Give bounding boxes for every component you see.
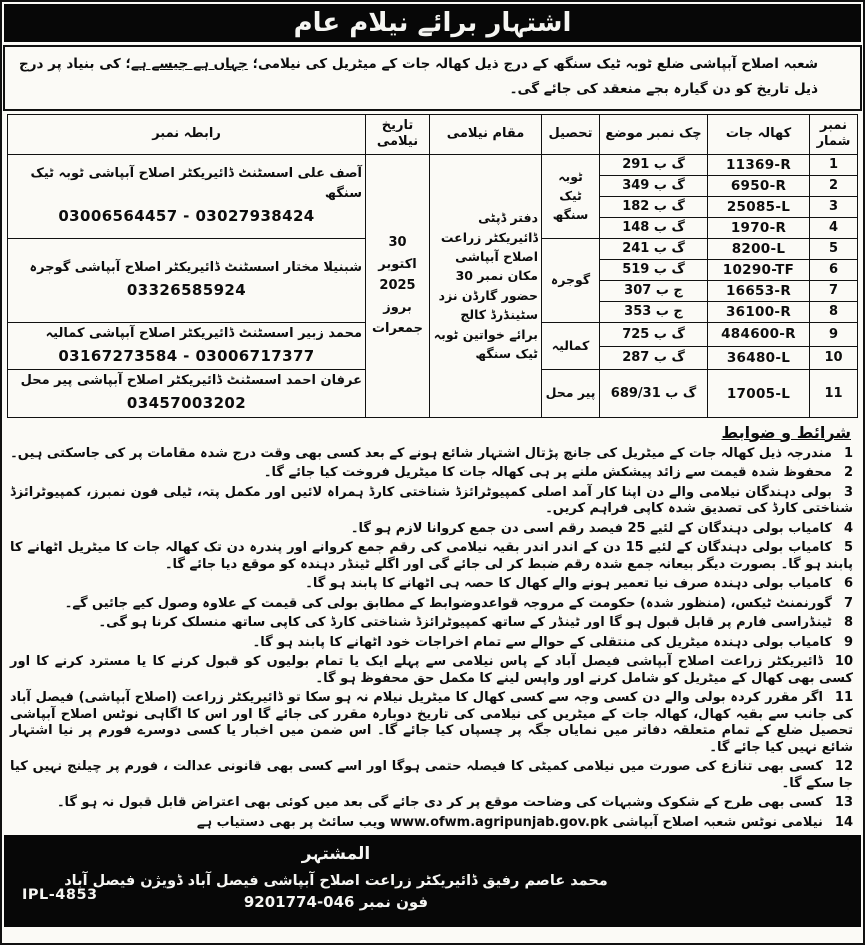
date-cell: 30 اکتوبر 2025 بروز جمعرات (366, 154, 430, 417)
tehsil-cell: گوجرہ (542, 238, 600, 322)
term-text: ڈائیریکٹر زراعت اصلاح آبپاشی فیصل آباد کے پاس نیلامی سے پہلے ایک یا تمام بولیوں کو قبول کرنے کا یا مسترد کرنے کا اور کسی بھی کھال کے میٹریل کو شامل کرنے اور واپس لینے کا مکمل حق محفوظ ہو گا۔ (10, 654, 853, 686)
term-item-1 (10, 446, 853, 463)
intro-paragraph (3, 45, 862, 111)
term-text: کسی بھی تنازع کی صورت میں نیلامی کمیٹی کا فیصلہ حتمی ہوگا اور اسے کسی بھی قانونی عدالت ، فورم پر چیلنج نہیں کیا جا سکے گا۔ (10, 759, 853, 791)
khala-cell: 17005-L (708, 370, 810, 417)
term-text: کامیاب بولی دہندہ صرف نیا تعمیر ہونے والے کھال کا حصہ ہی اٹھانے کا پابند ہو گا۔ (305, 576, 832, 592)
khala-cell: 36100-R (708, 301, 810, 322)
chak-cell: 353 ج ب (600, 301, 708, 322)
term-item-9 (10, 635, 853, 652)
header-venue: مقام نیلامی (430, 114, 542, 154)
contact-cell (8, 322, 366, 369)
term-number: 13 (834, 795, 853, 811)
term-item-8 (10, 615, 853, 632)
page-title: اشتہار برائے نیلام عام (293, 8, 572, 38)
serial-cell: 7 (810, 280, 858, 301)
term-number: 10 (834, 654, 853, 670)
header-chak: چک نمبر موضع (600, 114, 708, 154)
term-item-6 (10, 576, 853, 593)
term-number: 8 (843, 615, 853, 631)
terms-section (2, 418, 863, 832)
term-item-5 (10, 540, 853, 573)
contact-cell (8, 238, 366, 322)
contact-name: شبنیلا مختار اسسٹنٹ ڈائیریکٹر اصلاح آبپاشی گوجرہ (29, 260, 362, 276)
term-text: محفوظ شدہ قیمت سے زائد پیشکش ملنے پر ہی کھالہ جات کا میٹریل فروخت کیا جائے گا۔ (263, 465, 832, 481)
tehsil-cell: پیر محل (542, 370, 600, 417)
contact-cell (8, 154, 366, 238)
term-item-11 (10, 690, 853, 756)
intro-underlined-phrase: جہاں ہے جیسے ہے (130, 56, 248, 72)
chak-cell: 148 گ ب (600, 217, 708, 238)
table-header-row (8, 114, 858, 154)
page-title-banner (4, 4, 861, 42)
chak-cell: 519 گ ب (600, 259, 708, 280)
term-item-3 (10, 485, 853, 518)
serial-cell: 3 (810, 196, 858, 217)
serial-cell: 11 (810, 370, 858, 417)
term-item-12 (10, 759, 853, 792)
venue-cell: دفتر ڈپٹی ڈائیریکٹر زراعت اصلاح آبپاشی مکان نمبر 30 حضور گارڈن نزد سٹینڈرڈ کالج برائے خواتین ٹوبہ ٹیک سنگھ (430, 154, 542, 417)
term-text: کامیاب بولی دہندگان کے لئیے 25 فیصد رقم اسی دن جمع کروانا لازم ہو گا۔ (350, 520, 832, 536)
serial-cell: 9 (810, 322, 858, 346)
contact-phone: 03326585924 (126, 281, 247, 300)
term-text: مندرجہ ذیل کھالہ جات کے میٹریل کی جانچ پڑتال اشتہار شائع ہونے کے بعد کسی بھی وقت درج شدہ مقامات پر کی جاسکتی ہیں۔ (10, 445, 832, 461)
advertiser-label: المشتہر (301, 844, 371, 865)
serial-cell: 8 (810, 301, 858, 322)
advertiser-block (16, 843, 656, 911)
advertiser-name: محمد عاصم رفیق ڈائیریکٹر زراعت اصلاح آبپاشی فیصل آباد ڈویژن فیصل آباد (64, 873, 608, 890)
term-text: گورنمنٹ ٹیکس، (منظور شدہ) حکومت کے مروجہ قواعدوضوابط کے مطابق بولی کی قیمت کے علاوہ وصول کیے جائیں گے۔ (64, 595, 832, 611)
khala-cell: 16653-R (708, 280, 810, 301)
term-number: 1 (843, 445, 853, 461)
auction-table (7, 114, 858, 418)
term-number: 9 (843, 634, 853, 650)
tehsil-cell: ٹوبہ ٹیک سنگھ (542, 154, 600, 238)
term-number: 7 (843, 595, 853, 611)
contact-name: عرفان احمد اسسٹنٹ ڈائیریکٹر اصلاح آبپاشی پیر محل (20, 373, 362, 389)
contact-phone: 03027938424 - 03006564457 (58, 207, 315, 226)
term-number: 6 (843, 576, 853, 592)
term-text: اگر مقرر کردہ بولی والے دن کسی وجہ سے کسی کھال کا میٹریل نیلام نہ ہو سکا تو ڈائیریکٹر زراعت (اصلاح آبپاشی) فیصل آباد کی جانب سے بقیہ کھال، کھالہ جات کے میٹریں کی نیلامی کی تاریخ دوبارہ مقرر کی جائے گا اور اس کا اگاہی نوٹس اصلاح آبپاشی تحصیل ضلع کے تمام متعلقہ دفاتر میں نمایاں جگہ پر چسپاں کیا جائے گا۔ اس ضمن میں اخبار یا کسی دوسرے فورم پر نیا اشتہار شائع نہیں کیا جائے گا۔ (10, 690, 853, 755)
header-khala: کھالہ جات (708, 114, 810, 154)
chak-cell: 241 گ ب (600, 238, 708, 259)
term-number: 2 (843, 465, 853, 481)
khala-cell: 36480-L (708, 346, 810, 370)
chak-cell: 689/31 گ ب (600, 370, 708, 417)
term-number: 4 (843, 520, 853, 536)
term-text: کامیاب بولی دہندگان کے لئیے 15 دن کے اندر اندر بقیہ نیلامی کی رقم جمع کروانے اور پندرہ دن تک کھالہ جات کا میٹریل اٹھانے کا پابند ہو گا۔ بصورت دیگر بیعانہ جمع شدہ رقم ضبط کر لی جائے گی اور اگلے ٹینڈر دہندہ کو موقع دیا جائے گا۔ (10, 540, 853, 572)
khala-cell: 25085-L (708, 196, 810, 217)
contact-phone: 03006717377 - 03167273584 (58, 347, 315, 366)
term-number: 14 (834, 814, 853, 830)
header-serial: نمبر شمار (810, 114, 858, 154)
contact-name: محمد زبیر اسسٹنٹ ڈائیریکٹر اصلاح آبپاشی کمالیہ (45, 325, 362, 341)
contact-phone: 03457003202 (126, 394, 247, 413)
contact-name: آصف علی اسسٹنٹ ڈائیریکٹر اصلاح آبپاشی ٹوبہ ٹیک سنگھ (30, 166, 362, 202)
term-item-2 (10, 465, 853, 482)
term-text: کسی بھی طرح کے شکوک وشبہات کی وضاحت موقع پر کر دی جائے گی بعد میں کوئی بھی اعتراض قابل قبول نہ ہو گا۔ (56, 795, 823, 811)
intro-text-before: شعبہ اصلاح آبپاشی ضلع ٹوبہ ٹیک سنگھ کے درج ذیل کھالہ جات کے میٹریل کی نیلامی؛ (247, 56, 818, 72)
serial-cell: 6 (810, 259, 858, 280)
term-text: ٹینڈراسی فارم پر قابل قبول ہو گا اور ٹینڈر کے ساتھ کمپیوٹرائزڈ شناختی کارڈ کی کاپی ساتھ منسلک کرنا ہو گی۔ (98, 615, 832, 631)
khala-cell: 10290-TF (708, 259, 810, 280)
term-text: کامیاب بولی دہندہ میٹریل کی منتقلی کے حوالے سے تمام اخراجات خود اٹھانے کا پابند ہو گا۔ (252, 634, 832, 650)
khala-cell: 1970-R (708, 217, 810, 238)
term-text: بولی دہندگان نیلامی والے دن اپنا کار آمد اصلی کمپیوٹرائزڈ شناختی کارڈ ہمراہ لائیں اور مکمل پتہ، ٹیلی فون نمبرز، کمپیوٹرائزڈ شناختی کارڈ کی تصدیق شدہ کاپی فراہم کریں۔ (10, 484, 853, 517)
term-item-7 (10, 596, 853, 613)
table-row (8, 154, 858, 175)
serial-cell: 1 (810, 154, 858, 175)
term-number: 5 (843, 540, 854, 556)
term-item-14 (10, 815, 853, 832)
khala-cell: 8200-L (708, 238, 810, 259)
khala-cell: 11369-R (708, 154, 810, 175)
terms-heading: شرائط و ضوابط (721, 422, 851, 442)
advertiser-footer (4, 835, 861, 927)
header-date: تاریخ نیلامی (366, 114, 430, 154)
chak-cell: 182 گ ب (600, 196, 708, 217)
tehsil-cell: کمالیہ (542, 322, 600, 369)
term-number: 3 (843, 484, 853, 500)
chak-cell: 287 گ ب (600, 346, 708, 370)
term-item-10 (10, 654, 853, 687)
khala-cell: 6950-R (708, 175, 810, 196)
term-text: نیلامی نوٹس شعبہ اصلاح آبپاشی www.ofwm.agripunjab.gov.pk ویب سائٹ پر بھی دستیاب ہے (196, 814, 823, 830)
chak-cell: 725 گ ب (600, 322, 708, 346)
serial-cell: 10 (810, 346, 858, 370)
chak-cell: 349 گ ب (600, 175, 708, 196)
intro-text-after: ؛ کی بنیاد پر درج ذیل تاریخ کو دن گیارہ بجے منعقد کی جائے گی۔ (19, 56, 818, 97)
serial-cell: 5 (810, 238, 858, 259)
serial-cell: 2 (810, 175, 858, 196)
header-contact: رابطہ نمبر (8, 114, 366, 154)
contact-cell (8, 370, 366, 417)
term-item-13 (10, 795, 853, 812)
term-number: 12 (834, 759, 853, 775)
term-number: 11 (834, 690, 853, 706)
serial-cell: 4 (810, 217, 858, 238)
term-item-4 (10, 521, 853, 538)
chak-cell: 291 گ ب (600, 154, 708, 175)
khala-cell: 484600-R (708, 322, 810, 346)
chak-cell: 307 ج ب (600, 280, 708, 301)
advertiser-phone: فون نمبر 046-9201774 (243, 892, 429, 911)
header-tehsil: تحصیل (542, 114, 600, 154)
ipl-reference: IPL-4853 (22, 887, 98, 904)
